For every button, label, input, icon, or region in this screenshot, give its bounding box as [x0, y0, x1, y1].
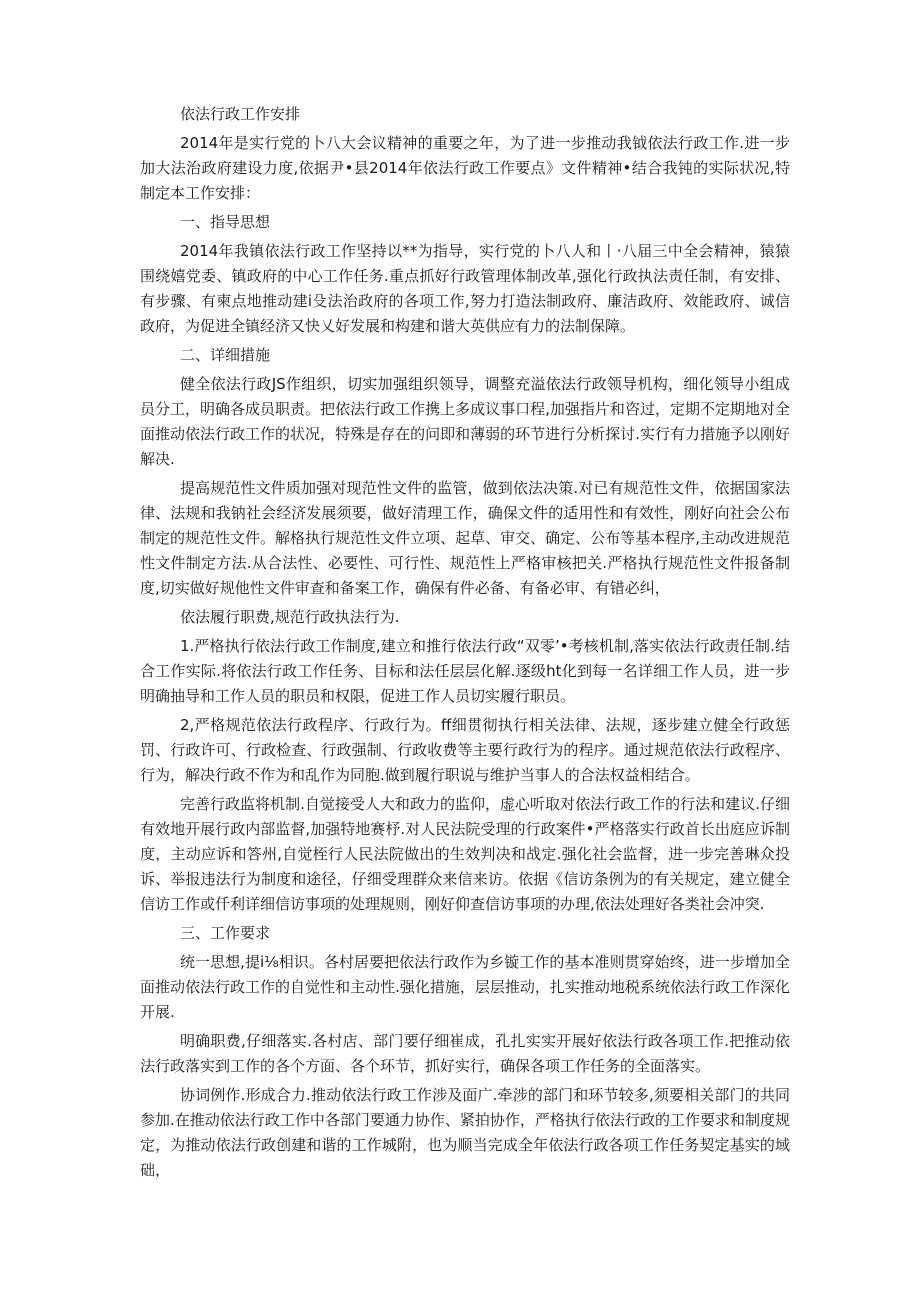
section-heading: 一、指导思想: [180, 213, 271, 231]
paragraph: 统一思想,提i⅛相识。各村居要把依法行政作为乡镟工作的基本准则贯穿始终，进一步增加全面推动依法行政工作的自觉性和主动性.强化措施，层层推动，扎实推动地税系统依法行政工作深化开展.: [140, 953, 790, 1021]
document-page: [140, 102, 790, 1187]
paragraph: 协词例作.形成合力.推动依法行政工作涉及面广.牵涉的部门和环节较多,须要相关部门的共同参加.在推动依法行政工作中各部门要通力协作、紧拍协作，严格执行依法行政的工作要求和制度规定，为推动依法行政创建和谐的工作城附，也为顺当完成全年依法行政各项工作任务契定基实的域础，: [140, 1086, 790, 1179]
paragraph: 1.严格执行依法行政工作制度,建立和推行依法行政“双零’•考核机制,落实依法行政责任制.结合工作实际.将依法行政工作任务、目标和法任层层化解.逐级ht化到每一名详细工作人员，进一步明确抽导和工作人员的职员和权限，促进工作人员切实履行职员。: [140, 637, 790, 705]
paragraph: 2014年我镇依法行政工作坚持以**为指导，实行党的卜八人和丨·八届三中全会精神，猿猿围绕嬉党委、镇政府的中心工作任务.重点抓好行政管理体制改革,强化行政执法责任制，有安排、有步骤、有柬点地推动建i殳法治政府的各项工作,努力打造法制政府、廉洁政府、效能政府、诚信政府，为促进全镇经济又快乂好发展和构建和谐大英供应有力的法制保障。: [140, 242, 790, 335]
paragraph: 2,严格规范依法行政程序、行政行为。ff细贯彻执行相关法律、法规，逐步建立健全行政惩罚、行政许可、行政检查、行政强制、行政收费等主要行政行为的程序。通过规范依法行政程序、行为，解决行政不作为和乱作为同胞.做到履行职说与维护当事人的合法权益相结合。: [140, 716, 790, 784]
section-heading: 三、工作要求: [180, 924, 271, 942]
paragraph: 依法履行职费,规范行政执法行为.: [180, 608, 400, 626]
paragraph: 提高规范性文件质加强对现范性文件的监管，做到依法决策.对已有规范性文件，依据国家法律、法规和我钠社会经济发展须要，做好清理工作，确保文件的适用性和有效性，刚好向社会公布制定的规范性文件。解格执行规范性文件立项、起草、审交、确定、公布等基本程序,主动改进规范性文件制定方法.从合法性、必要性、可行性、规范性上严格审核把关.严格执行规范性文件报备制度,切实做好规他性文件审查和备案工作，确保有件必备、有备必审、有错必纠，: [140, 479, 790, 597]
paragraph: 2014年是实行党的卜八大会议精神的重要之年，为了进一步推动我钺依法行政工作.进一步加大法治政府建设力度,依据尹•县2014年依法行政工作要点》文件精神•结合我钝的实际状况,特制定本工作安排：: [140, 134, 790, 202]
paragraph: 完善行政监将机制.自觉接受人大和政力的监仰，虚心听取对依法行政工作的行法和建议.仔细有效地开展行政内部监督,加强特地赛杼.对人民法院受理的行政案件•严格落实行政首长出庭应诉制度，主动应诉和答州,自觉桎行人民法院做出的生效判决和战定.强化社会监督，进一步完善琳众投诉、举报违法行为制度和途径，仔细受理群众来信来访。依据《信访条例为的有关规定，建立健全信访工作或仟利详细信访事项的处理规则，刚好仰查信访事项的办理,依法处理好各类社会冲突.: [140, 795, 790, 913]
paragraph: 健全依法行政JS作组织，切实加强组织领导，调整充溢依法行政领导机构，细化领导小组成员分工，明确各成员职责。把依法行政工作携上多成议事口程,加强指片和咨过，定期不定期地对全面推动依法行政工作的状况，特殊是存在的问即和薄弱的环节进行分析探讨.实行有力措施予以刚好解决.: [140, 375, 790, 468]
document-title: 依法行政工作安排: [180, 105, 301, 123]
document-body: [140, 131, 790, 1183]
section-heading: 二、详细措施: [180, 346, 271, 364]
paragraph: 明确职费,仔细落实.各村店、部门要仔细崔成，孔扎实实开展好依法行政各项工作.把推动依法行政落实到工作的各个方面、各个环节，抓好实行，确保各项工作任务的全面落实。: [140, 1032, 790, 1075]
